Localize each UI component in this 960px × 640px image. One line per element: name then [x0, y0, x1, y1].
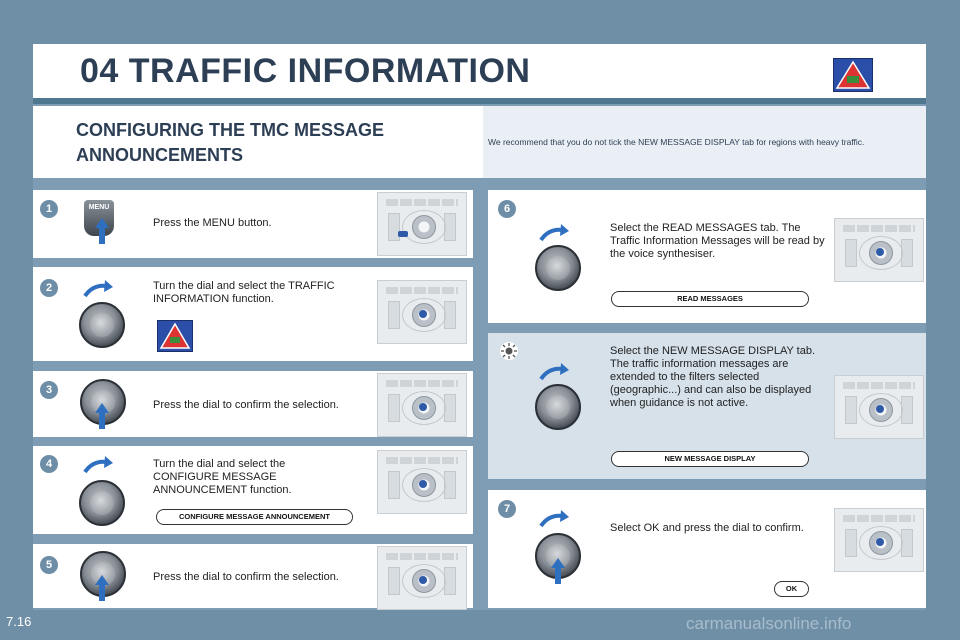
- control-panel-image: [377, 280, 467, 344]
- control-panel-image: [377, 373, 467, 437]
- ok-option[interactable]: OK: [774, 581, 809, 597]
- read-messages-tab[interactable]: READ MESSAGES: [611, 291, 809, 307]
- turn-arrow-icon: [539, 363, 569, 381]
- control-panel-image: [377, 192, 467, 256]
- dial-icon: [535, 384, 581, 430]
- control-panel-image: [834, 218, 924, 282]
- control-panel-image: [834, 375, 924, 439]
- turn-arrow-icon: [83, 456, 113, 474]
- control-panel-image: [377, 546, 467, 610]
- section-title: CONFIGURING THE TMC MESSAGE ANNOUNCEMENTS: [76, 120, 385, 165]
- step-number: 5: [40, 556, 58, 574]
- light-bulb-icon: [500, 342, 518, 360]
- step-number: 6: [498, 200, 516, 218]
- page-number: 7.16: [6, 614, 32, 629]
- header-divider: [33, 98, 926, 104]
- traffic-warning-icon: [157, 320, 193, 352]
- step-number: 7: [498, 500, 516, 518]
- step-text: Select OK and press the dial to confirm.: [610, 522, 804, 534]
- control-panel-image: [377, 450, 467, 514]
- chapter-title: 04 TRAFFIC INFORMATION: [80, 52, 531, 90]
- press-arrow-icon: [551, 558, 565, 584]
- control-panel-image: [834, 508, 924, 572]
- step-text: Turn the dial and select the TRAFFIC INFORMATION function.: [153, 280, 335, 305]
- menu-button[interactable]: MENU: [84, 200, 114, 236]
- step-text: Press the dial to confirm the selection.: [153, 571, 339, 583]
- turn-arrow-icon: [539, 510, 569, 528]
- step-text: Select the READ MESSAGES tab. The Traffic Information Messages will be read by the voice synthesiser.: [610, 222, 825, 260]
- step-number: 4: [40, 455, 58, 473]
- new-message-display-tab[interactable]: NEW MESSAGE DISPLAY: [611, 451, 809, 467]
- step-number: 3: [40, 381, 58, 399]
- step-text: Turn the dial and select the CONFIGURE MESSAGE ANNOUNCEMENT function.: [153, 458, 292, 496]
- step-number: 1: [40, 200, 58, 218]
- press-arrow-icon: [95, 403, 109, 429]
- press-arrow-icon: [95, 575, 109, 601]
- recommendation-note: We recommend that you do not tick the NEW MESSAGE DISPLAY tab for regions with heavy traffic.: [488, 137, 865, 147]
- dial-icon: [79, 480, 125, 526]
- press-arrow-icon: [95, 218, 109, 244]
- step-number: 2: [40, 279, 58, 297]
- step-text: Select the NEW MESSAGE DISPLAY tab. The traffic information messages are extended to the filters selected (geographic...) and can also be displayed when guidance is not active.: [610, 345, 816, 409]
- configure-message-announcement-option[interactable]: CONFIGURE MESSAGE ANNOUNCEMENT: [156, 509, 353, 525]
- turn-arrow-icon: [83, 280, 113, 298]
- turn-arrow-icon: [539, 224, 569, 242]
- dial-icon: [79, 302, 125, 348]
- step-text: Press the dial to confirm the selection.: [153, 399, 339, 411]
- step-text: Press the MENU button.: [153, 217, 272, 229]
- traffic-warning-icon: [833, 58, 873, 92]
- watermark: carmanualsonline.info: [686, 614, 852, 633]
- dial-icon: [535, 245, 581, 291]
